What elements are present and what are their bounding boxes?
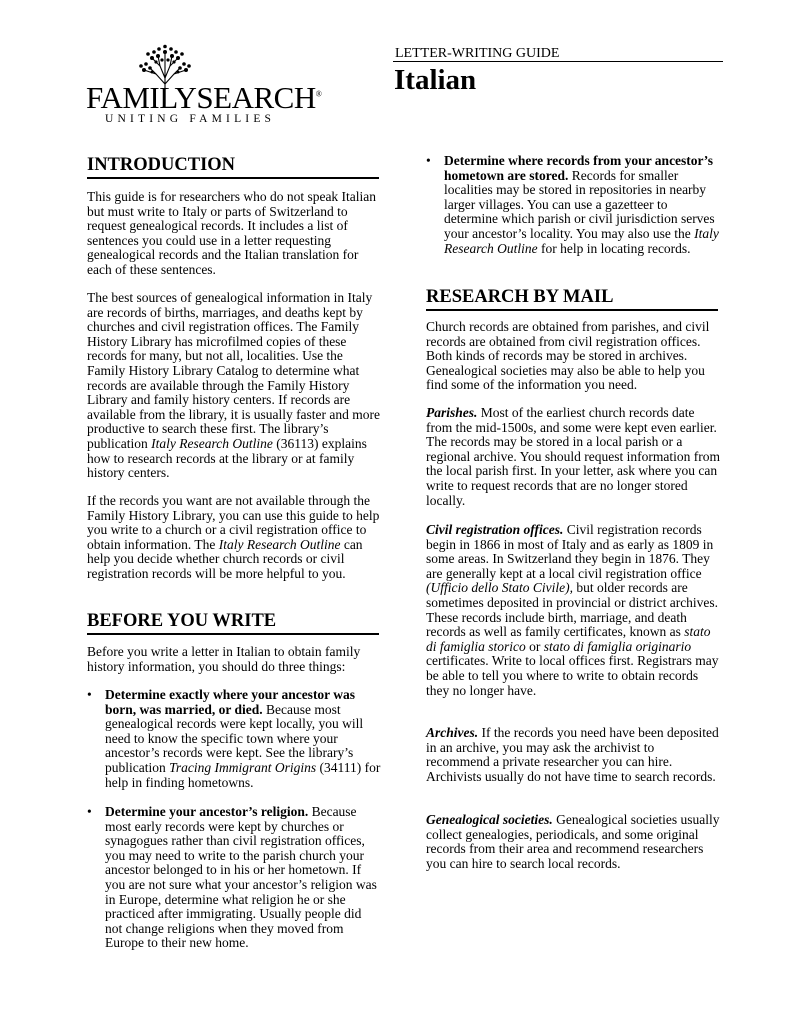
bullet-records-location: • Determine where records from your ancestor’s hometown are stored. Records for smaller localities may be stored in repositories in nearby larger villages. You can use a gazetteer to determine which parish or civil jurisdiction serves your ancestor’s locality. You may also use the Italy Research Outline for help in locating records.: [426, 154, 720, 256]
before-you-write-heading: BEFORE YOU WRITE: [87, 610, 379, 635]
header-rule: [393, 61, 723, 62]
research-by-mail-section: [426, 286, 718, 311]
bullet-birthplace: • Determine exactly where your ancestor was born, was married, or died. Because most genealogical records were kept locally, you will need to know the specific town where your ancestor’s records were kept. See the library’s publication Tracing Immigrant Origins (34111) for help in finding hometowns.: [87, 688, 381, 790]
parishes-paragraph: Parishes. Most of the earliest church records date from the mid-1500s, and some were kept even earlier. The records may be stored in a local parish or a regional archive. You should request information from the local parish first. In your letter, ask where you can write to request records that are no longer stored locally.: [426, 405, 720, 508]
brand-tagline: UNITING FAMILIES: [105, 113, 276, 125]
bullet-religion: • Determine your ancestor’s religion. Because most early records were kept by churches or synagogues rather than civil registration offices, you may need to write to the parish church your ancestor belonged to in his or her hometown. If you are not sure what your ancestor’s religion was in Europe, determine what religion he or she practiced after immigrating. Usually people did not change religions when they moved from Europe to their new home.: [87, 805, 381, 951]
intro-paragraph-1: This guide is for researchers who do not speak Italian but must write to Italy or parts of Switzerland to request genealogical records. It includes a list of sentences you could use in a letter requesting genealogical records and the Italian translation for each of these sentences.: [87, 189, 377, 277]
page-title: Italian: [394, 64, 477, 96]
mail-paragraph: Church records are obtained from parishes, and civil records are obtained from civil registration offices. Both kinds of records may be stored in archives. Genealogical societies may also be able to help you find some of the information you need.: [426, 319, 710, 393]
brand-name: FAMILYSEARCH®: [86, 80, 322, 115]
societies-paragraph: Genealogical societies. Genealogical societies usually collect genealogies, periodicals, and some original records from their area and recommend researchers you can hire to search local records.: [426, 812, 720, 871]
research-by-mail-heading: RESEARCH BY MAIL: [426, 286, 718, 311]
introduction-heading: INTRODUCTION: [87, 154, 379, 179]
before-you-write-section: [87, 610, 379, 635]
familysearch-logo: [86, 44, 322, 126]
guide-label: LETTER-WRITING GUIDE: [395, 46, 560, 61]
introduction-section: [87, 154, 379, 179]
civil-registration-paragraph: Civil registration offices. Civil registration records begin in 1866 in most of Italy and as early as 1809 in some areas. In Switzerland they begin in 1876. They are generally kept at a local civil registration office (Ufficio dello Stato Civile), but older records are sometimes deposited in provincial or district archives. These records include birth, marriage, and death records as well as family certificates, known as stato di famiglia storico or stato di famiglia originario certificates. Write to local offices first. Registrars may be able to tell you where to write to obtain records they no longer have.: [426, 522, 719, 698]
intro-paragraph-3: If the records you want are not available through the Family History Library, you can use this guide to help you write to a church or a civil registration office to obtain information. The Italy Research Outline can help you decide whether church records or civil registration records will be more helpful to you.: [87, 493, 380, 581]
archives-paragraph: Archives. If the records you need have been deposited in an archive, you may ask the archivist to recommend a private researcher you can hire. Archivists usually do not have time to search records.: [426, 725, 719, 784]
intro-paragraph-2: The best sources of genealogical information in Italy are records of births, marriages, and deaths kept by churches and civil registration offices. The Family History Library has microfilmed copies of these records for many, but not all, localities. Use the Family History Library Catalog to determine what records are available through the Family History Library and family history centers. If records are available from the library, it is usually faster and more productive to search these first. The library’s publication Italy Research Outline (36113) explains how to research records at the library or at family history centers.: [87, 290, 381, 481]
before-paragraph: Before you write a letter in Italian to obtain family history information, you should do three things:: [87, 644, 361, 674]
